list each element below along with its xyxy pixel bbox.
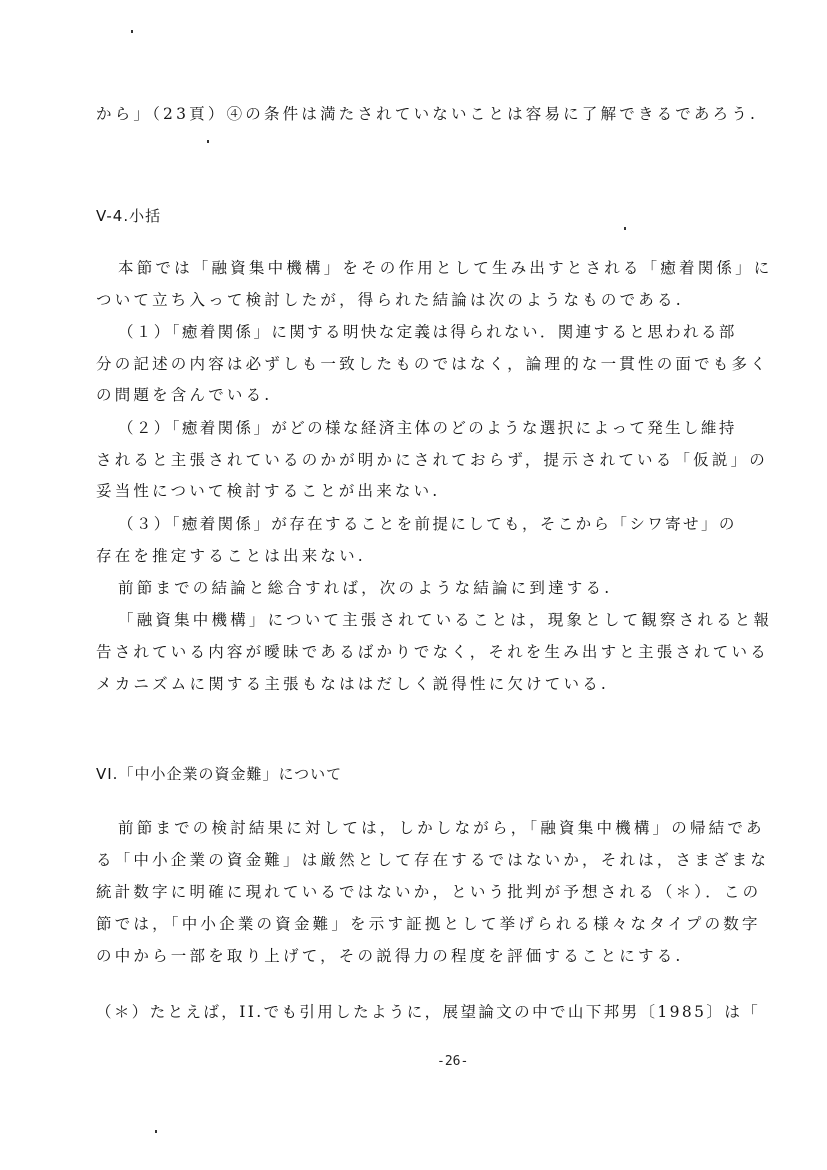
paragraph-line: 前節までの結論と総合すれば，次のような結論に到達する. bbox=[118, 579, 613, 597]
paragraph-line: 本節では「融資集中機構」をその作用として生み出すとされる「癒着関係」に bbox=[118, 259, 773, 277]
scan-speck bbox=[207, 140, 209, 143]
paragraph-line: （３）「癒着関係」が存在することを前提にしても，そこから「シワ寄せ」の bbox=[118, 515, 737, 533]
footnote: （＊）たとえば，II.でも引用したように，展望論文の中で山下邦男〔1985〕は「 bbox=[96, 1003, 761, 1021]
scan-speck bbox=[155, 1130, 157, 1133]
continuation-line: から」（23頁）④の条件は満たされていないことは容易に了解できるであろう. bbox=[96, 105, 759, 123]
paragraph-line: の問題を含んでいる. bbox=[96, 386, 273, 404]
paragraph-line: 統計数字に明確に現れているではないか，という批判が予想される（＊）．この bbox=[96, 883, 762, 901]
paragraph-line: （１）「癒着関係」に関する明快な定義は得られない．関連すると思われる部 bbox=[118, 323, 737, 341]
paragraph-line: 節では，「中小企業の資金難」を示す証拠として挙げられる様々なタイプの数字 bbox=[96, 915, 761, 933]
paragraph-line: 妥当性について検討することが出来ない. bbox=[96, 482, 441, 500]
scan-speck bbox=[624, 227, 626, 230]
paragraph-line: る「中小企業の資金難」は厳然として存在するではないか，それは，さまざまな bbox=[96, 851, 770, 869]
paragraph-line: ついて立ち入って検討したが，得られた結論は次のようなものである. bbox=[96, 291, 684, 309]
paragraph-line: の中から一部を取り上げて，その説得力の程度を評価することにする. bbox=[96, 947, 684, 965]
paragraph-line: されると主張されているのかが明かにされておらず，提示されている「仮説」の bbox=[96, 451, 768, 469]
paragraph-line: （２）「癒着関係」がどの様な経済主体のどのような選択によって発生し維持 bbox=[118, 419, 737, 437]
paragraph-line: メカニズムに関する主張もなははだしく説得性に欠けている. bbox=[96, 675, 610, 693]
paragraph-line: 分の記述の内容は必ずしも一致したものではなく，論理的な一貫性の面でも多く bbox=[96, 355, 769, 373]
scan-speck bbox=[131, 30, 133, 33]
section-heading-vi: VI.「中小企業の資金難」について bbox=[96, 765, 343, 783]
page-number: -26- bbox=[437, 1054, 469, 1069]
paragraph-line: 「融資集中機構」について主張されていることは，現象として観察されると報 bbox=[118, 611, 773, 629]
section-heading-v4: V-4.小括 bbox=[96, 207, 162, 225]
paragraph-line: 告されている内容が曖昧であるばかりでなく，それを生み出すと主張されている bbox=[96, 643, 769, 661]
paragraph-line: 前節までの検討結果に対しては，しかしながら，「融資集中機構」の帰結であ bbox=[118, 819, 765, 837]
paragraph-line: 存在を推定することは出来ない. bbox=[96, 547, 366, 565]
